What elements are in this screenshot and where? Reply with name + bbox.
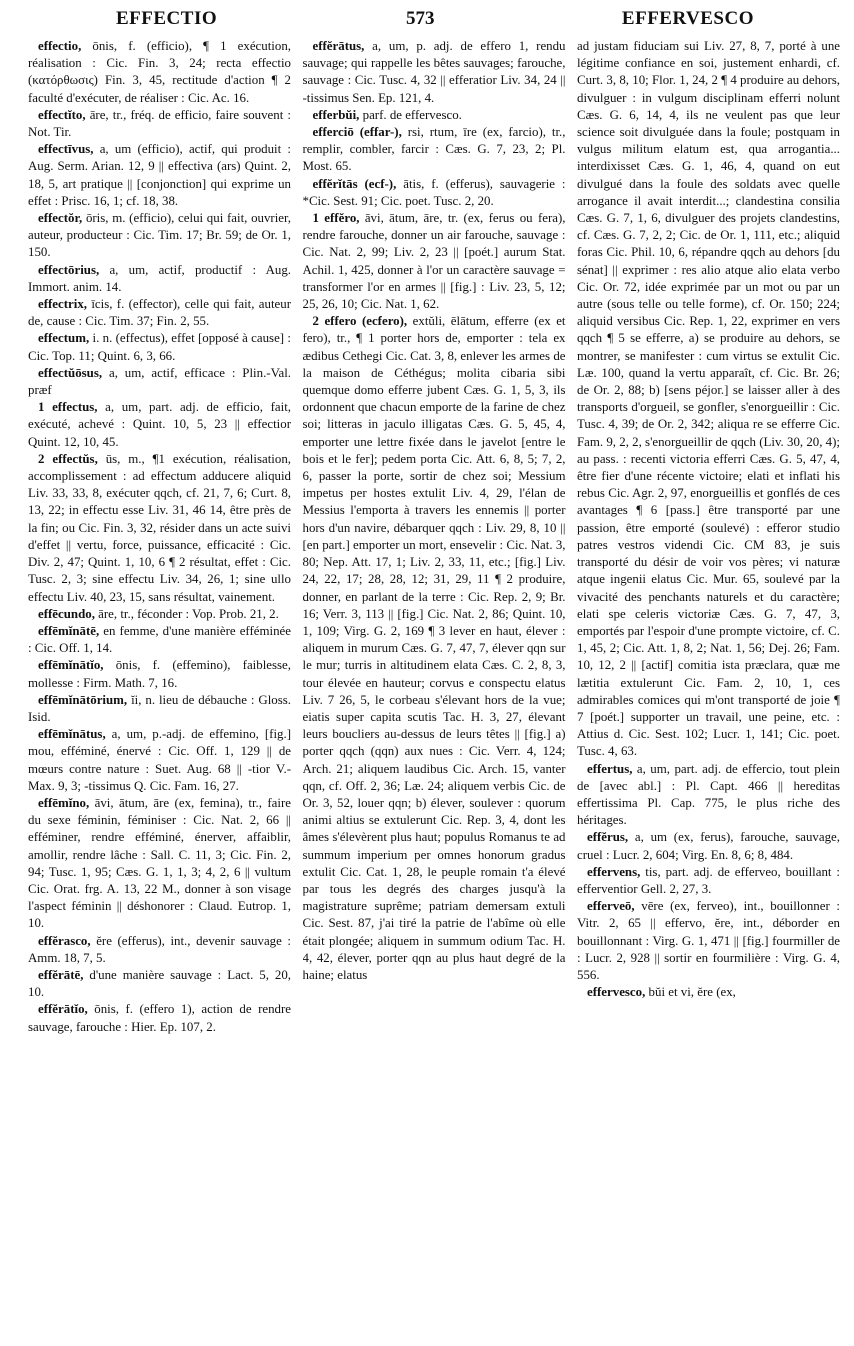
dictionary-entry bbox=[28, 330, 291, 364]
dictionary-entry bbox=[28, 210, 291, 262]
entry-definition: ōris, m. (efficio), celui qui fait, ouvrier, auteur, producteur : Cic. Tim. 17; Br. 59; de Or. 1, 150. bbox=[28, 211, 291, 260]
column-1 bbox=[28, 38, 291, 1338]
entry-headword: effēmĭnātĭo, bbox=[38, 658, 104, 673]
entry-definition: ūs, m., ¶1 exécution, réalisation, accomplissement : ad effectum adducere aliquid Liv. 33, 33, 8, exécuter qqch, cf. 21, 7, 6; Curt. 8, 13, 22; in effectu esse Liv. 31, 46 14, être près de la fin; ou Cic. Fin. 3, 32, résider dans un acte suivi d'effet || vertu, force, puissance, efficacité : Cic. Div. 2, 47; Quint. 1, 10, 6 ¶ 2 résultat, effet : Cic. Tusc. 2, 3; sine effectu Liv. 34, 26, 1; sine ullo effectu Liv. 40, 23, 15, sans résultat, vainement. bbox=[28, 451, 291, 604]
entry-headword: 1 effectus, bbox=[38, 400, 98, 415]
entry-definition: ōnis, f. (effero 1), action de rendre sauvage, farouche : Hier. Ep. 107, 2. bbox=[28, 1002, 291, 1034]
text-columns bbox=[28, 38, 840, 1338]
dictionary-entry bbox=[577, 38, 840, 761]
dictionary-entry bbox=[303, 313, 566, 984]
entry-headword: effēmĭnātus, bbox=[38, 727, 106, 742]
entry-headword: 2 effero (ecfero), bbox=[312, 314, 408, 329]
entry-headword: effĕrātē, bbox=[38, 967, 84, 982]
entry-headword: effēmĭnātōrium, bbox=[38, 692, 128, 707]
entry-headword: effervens, bbox=[587, 864, 641, 879]
header-left-guideword: EFFECTIO bbox=[116, 8, 218, 29]
entry-headword: effectio, bbox=[38, 39, 82, 53]
entry-headword: effĕrātĭo, bbox=[38, 1002, 88, 1017]
dictionary-entry bbox=[28, 262, 291, 296]
entry-headword: effēmĭno, bbox=[38, 795, 90, 810]
dictionary-entry bbox=[28, 38, 291, 107]
dictionary-entry bbox=[303, 107, 566, 124]
entry-definition: rsi, rtum, īre (ex, farcio), tr., remplir, combler, farcir : Cæs. G. 7, 23, 2; Pl. Most. 65. bbox=[302, 125, 566, 174]
entry-headword: effervesco, bbox=[587, 985, 646, 1000]
entry-headword: effĕrus, bbox=[587, 830, 629, 845]
entry-definition: ĕre (efferus), int., devenir sauvage : Amm. 18, 7, 5. bbox=[28, 933, 291, 965]
entry-definition: parf. de effervesco. bbox=[359, 107, 462, 122]
entry-definition: āvi, ātum, āre (ex, femina), tr., faire du sexe féminin, féminiser : Cic. Nat. 2, 66 || efféminer, rendre efféminé, énerver, affaiblir, amollir, rendre lâche : Sall. C. 11, 3; Cic. Fin. 2, 94; Tusc. 1, 95; Cæs. G. 1, 1, 3; 4, 2, 6 || vultum Cic. Orat. frg. A. 13, 22 M., donner à son visage l'aspect féminin || déshonorer : Claud. Eutrop. 1, 10. bbox=[28, 795, 291, 931]
dictionary-entry bbox=[303, 124, 566, 176]
entry-definition: āre, tr., féconder : Vop. Prob. 21, 2. bbox=[94, 606, 279, 621]
dictionary-entry bbox=[28, 296, 291, 330]
entry-headword: effĕrĭtās (ecf-), bbox=[312, 176, 397, 191]
dictionary-entry bbox=[577, 898, 840, 984]
dictionary-entry bbox=[28, 795, 291, 933]
entry-headword: effĕrasco, bbox=[38, 933, 91, 948]
entry-headword: 2 effectŭs, bbox=[38, 451, 98, 466]
entry-definition: āre, tr., fréq. de efficio, faire souvent : Not. Tir. bbox=[28, 107, 291, 140]
entry-definition: ōnis, f. (effemino), faiblesse, mollesse : Firm. Math. 7, 16. bbox=[28, 658, 291, 690]
entry-definition: ātis, f. (efferus), sauvagerie : *Cic. Sest. 91; Cic. poet. Tusc. 2, 20. bbox=[302, 176, 566, 208]
column-2 bbox=[303, 38, 566, 1338]
dictionary-entry bbox=[28, 692, 291, 726]
entry-definition: a, um (ex, ferus), farouche, sauvage, cruel : Lucr. 2, 604; Virg. En. 8, 6; 8, 484. bbox=[577, 830, 840, 862]
entry-headword: effēmĭnātē, bbox=[38, 623, 100, 638]
entry-headword: effectōrius, bbox=[38, 262, 100, 277]
dictionary-entry bbox=[28, 726, 291, 795]
entry-definition: ĭi, n. lieu de débauche : Gloss. Isid. bbox=[28, 692, 291, 724]
dictionary-entry bbox=[28, 606, 291, 623]
dictionary-entry bbox=[28, 933, 291, 967]
entry-headword: 1 effĕro, bbox=[312, 211, 360, 226]
column-3 bbox=[577, 38, 840, 1338]
dictionary-entry bbox=[577, 829, 840, 863]
entry-definition: a, um (efficio), actif, qui produit : Aug. Serm. Arian. 12, 9 || effectiva (ars) Quint. 2, 18, 5, art pratique || [conjonction] qui exprime un effet : Prisc. 16, 1; cf. 18, 38. bbox=[28, 142, 291, 208]
dictionary-entry bbox=[28, 365, 291, 399]
entry-headword: effectīvus, bbox=[38, 142, 94, 157]
entry-definition: a, um, actif, efficace : Plin.-Val. præf bbox=[28, 365, 291, 398]
entry-definition: d'une manière sauvage : Lact. 5, 20, 10. bbox=[28, 967, 291, 1000]
entry-headword: effectum, bbox=[38, 331, 90, 346]
entry-definition: vēre (ex, ferveo), int., bouillonner : Vitr. 2, 65 || effervo, ĕre, int., déborder en bouillonnant : Virg. G. 1, 471 || [fig.] fourmiller de : Lucr. 2, 928 || sortir en fourmilière : Virg. G. 4, 556. bbox=[577, 899, 840, 982]
entry-headword: effectĭto, bbox=[38, 107, 86, 122]
page-number: 573 bbox=[406, 8, 435, 29]
dictionary-entry bbox=[28, 623, 291, 657]
entry-headword: effertus, bbox=[587, 761, 633, 776]
dictionary-entry bbox=[28, 1001, 291, 1035]
entry-definition: a, um, p. adj. de effero 1, rendu sauvage; qui rappelle les bêtes sauvages; farouche, sauvage : Cic. Tusc. 4, 32 || efferatior Liv. 34, 24 || -tissimus Sen. Ep. 121, 4. bbox=[302, 39, 566, 105]
entry-definition: ad justam fiduciam sui Liv. 27, 8, 7, porté à une légitime confiance en soi, justement enhardi, cf. Curt. 3, 8, 10; Flor. 1, 24, 2 ¶ 4 produire au dehors, divulguer : in vulgum disciplinam efferri nolunt Cæs. G. 6, 14, 4, ils ne veulent pas que leur science soit divulguée dans la foule; postquam in vulgus militum elatum est, qua arrogantia... interdixisset Cæs. G. 1, 46, 4, quand on eut divulgué dans la foule des soldats avec quelle arrogance il avait interdit...; clandestina consilia Cæs. G. 7, 1, 6, divulguer des projets clandestins, cf. Cæs. G. 7, 2, 2; Cic. de Or. 1, 111, etc.; aliquid foras Cic. Phil. 10, 6, répandre qqch au dehors [du sénat] || exprimer : res alio atque alio elata verbo Cic. Or. 72, idée exprimée par un mot ou par un autre (sous telle ou telle forme), cf. Or. 150; 224; aliquid versibus Cic. Rep. 1, 22, exprimer en vers qqch ¶ 5 se efferre, a) se produire au dehors, se montrer, se manifester : cum virtus se extulit Cic. Læ. 100, quand la vertu apparaît, cf. Cic. Br. 26; de Or. 2, 88; b) [sens péjor.] se laisser aller à des transports d'orgueil, se gonfler, s'enorgueillir : Cic. Tusc. 4, 39; de Or. 2, 342; aliqua re se efferre Cic. Fam. 9, 2, 2, s'enorgueillir de qqch (Liv. 30, 20, 4); au pass. : recenti victoria efferri Cæs. G. 5, 47, 4, être fier d'une récente victoire; elati et inflati his rebus Cic. Agr. 2, 97, enorgueillis et gonflés de ces avantages ¶ 6 [pass.] être transporté par une passion, être emporté (soulevé) : efferor studio patres vestros videndi Cic. CM 83, je suis transporté du désir de voir vos pères; vi naturæ atque ingenii elatus Cic. Mur. 65, soulevé par la vivacité des penchants naturels et du caractère; elati spe celeris victoriæ Cæs. G. 7, 47, 3, emportés par l'espoir d'une prompte victoire, cf. C. 1, 45, 2; Cic. Att. 1, 8, 2; Nat. 1, 56; Dej. 26; Fam. 10, 12, 2 || [actif] comitia ista præclara, quæ me lætitia extulerunt Cic. Fam. 2, 10, 1, ces admirables comices qui m'ont transporté de joie ¶ 7 [poét.] supporter un travail, une peine, etc. : Attius d. Cic. Sest. 102; Lucr. 1, 141; Cic. poet. Tusc. 4, 63. bbox=[577, 39, 840, 759]
entry-headword: effectrix, bbox=[38, 297, 88, 312]
entry-definition: i. n. (effectus), effet [opposé à cause] : Cic. Top. 11; Quint. 6, 3, 66. bbox=[28, 331, 291, 363]
dictionary-entry bbox=[577, 984, 840, 1001]
dictionary-entry bbox=[28, 451, 291, 606]
entry-definition: īcis, f. (effector), celle qui fait, auteur de, cause : Cic. Tim. 37; Fin. 2, 55. bbox=[28, 297, 291, 329]
entry-definition: a, um, part. adj. de efficio, fait, exécuté, achevé : Quint. 10, 5, 23 || effectior Quint. 12, 10, 45. bbox=[28, 400, 291, 449]
entry-definition: tis, part. adj. de efferveo, bouillant : efferventior Gell. 2, 27, 3. bbox=[577, 864, 840, 896]
entry-headword: effectŏr, bbox=[38, 211, 83, 226]
entry-definition: bŭi et vi, ĕre (ex, bbox=[645, 985, 736, 1000]
entry-headword: efferbŭi, bbox=[312, 107, 360, 122]
entry-definition: extŭli, ēlātum, efferre (ex et fero), tr., ¶ 1 porter hors de, emporter : tela ex ædibus Cethegi Cic. Cat. 3, 8, enlever les armes de la maison de Céthégus; molita cibaria sibi quemque domo efferre jubent Cæs. G. 1, 5, 3, ils ordonnent que chacun emporte de la farine de chez soi; litteras in jaculo illigatas Cæs. G. 5, 45, 4, emporter une lettre fixée dans le javelot [entre le bois et le fer]; pedem porta Cic. Att. 6, 8, 5; 7, 2, 6, passer la porte, sortir de chez soi; Messium impetus per hostes extulit Liv. 4, 29, l'élan de Messius l'emporta à travers les ennemis || porter hors d'un navire, débarquer qqch : Liv. 29, 8, 10 || [en part.] emporter un mort, ensevelir : Cic. Nat. 3, 80; Nep. Att. 17, 1; Liv. 2, 33, 11, etc.; [fig.] Liv. 24, 22, 17; 28, 28, 12; 31, 29, 11 ¶ 2 produire, donner, en parlant de la terre : Cic. Rep. 2, 9; Br. 16; Verr. 3, 113 || [fig.] Cic. Nat. 2, 86; Quint. 10, 1, 109; Virg. G. 2, 169 ¶ 3 lever en haut, élever : aliquem in murum Cæs. G. 7, 47, 7, élever qqn sur le mur; turris in altitudinem elata Cæs. C. 2, 8, 3, tour élevée en hauteur; corvus e conspectu elatus Liv. 7 26, 5, le corbeau s'élevant hors de la vue; eiatis super capita scutis Tac. H. 3, 27, élevant leurs boucliers au-dessus de leurs têtes || [fig.] a) porter qqch (qqn) aux nues : Cic. Verr. 4, 124; Arch. 21; aliquem laudibus Cic. Arch. 15, vanter qqn, cf. Off. 2, 36; Læ. 24; aliquem verbis Cic. de Or. 3, 52, louer qqn; b) élever, soulever : quorum animi altius se extulerunt Cic. Rep. 3, 4, dont les âmes s'élevèrent plus haut; populus Romanus te ad summum imperium per omnes honorum gradus extulit Cic. Cat. 1, 28, le peuple romain t'a élevé par tous les degrés des charges jusqu'à la magistrature suprême; patriam demersam extuli Cic. Sest. 87, j'ai tiré la patrie de l'abîme où elle était plongée; aliquem in summum odium Tac. H. 4, 42, élever, porter qqn au plus haut degré de la haine; elatus bbox=[302, 314, 566, 982]
entry-headword: efferciō (effar-), bbox=[312, 125, 402, 140]
header-right-guideword: EFFERVESCO bbox=[621, 8, 754, 29]
entry-headword: effĕrātus, bbox=[312, 39, 365, 53]
entry-definition: a, um, actif, productif : Aug. Immort. anim. 14. bbox=[28, 262, 291, 294]
entry-definition: a, um, part. adj. de effercio, tout plein de [avec abl.] : Pl. Capt. 466 || hereditas effertissima Pl. Cap. 775, le plus riche des héritages. bbox=[577, 761, 840, 828]
dictionary-entry bbox=[28, 107, 291, 141]
dictionary-entry bbox=[28, 399, 291, 451]
dictionary-entry bbox=[303, 38, 566, 107]
entry-headword: efferveō, bbox=[587, 899, 635, 914]
dictionary-entry bbox=[303, 176, 566, 210]
entry-headword: effectŭōsus, bbox=[38, 365, 103, 380]
entry-definition: āvi, ātum, āre, tr. (ex, ferus ou fera), rendre farouche, donner un air farouche, sauvage : Cic. Nat. 2, 99; Liv. 2, 23 || [poét.] aurum Stat. Achil. 1, 425, donner à l'or un caractère sauvage = transformer l'or en armes || [fig.] : Liv. 23, 5, 12; 25, 26, 10; Cic. Nat. 1, 62. bbox=[302, 211, 566, 312]
entry-headword: effēcundo, bbox=[38, 606, 95, 621]
entry-definition: ōnis, f. (efficio), ¶ 1 exécution, réalisation : Cic. Fin. 3, 24; recta effectio (κατόρθωσις) Fin. 3, 45, rectitude d'action ¶ 2 faculté d'exécuter, de réaliser : Cic. Ac. 16. bbox=[28, 39, 291, 105]
dictionary-entry bbox=[28, 141, 291, 210]
entry-definition: en femme, d'une manière efféminée : Cic. Off. 1, 14. bbox=[28, 623, 291, 656]
dictionary-entry bbox=[577, 864, 840, 898]
dictionary-entry bbox=[303, 210, 566, 313]
dictionary-entry bbox=[28, 657, 291, 691]
running-header bbox=[0, 8, 854, 36]
entry-definition: a, um, p.-adj. de effemino, [fig.] mou, efféminé, énervé : Cic. Off. 1, 129 || de mœurs contre nature : Suet. Aug. 68 || -tior V.-Max. 9, 3; -tissimus Q. Cic. Fam. 16, 27. bbox=[28, 727, 291, 793]
dictionary-entry bbox=[28, 967, 291, 1001]
dictionary-entry bbox=[577, 761, 840, 830]
